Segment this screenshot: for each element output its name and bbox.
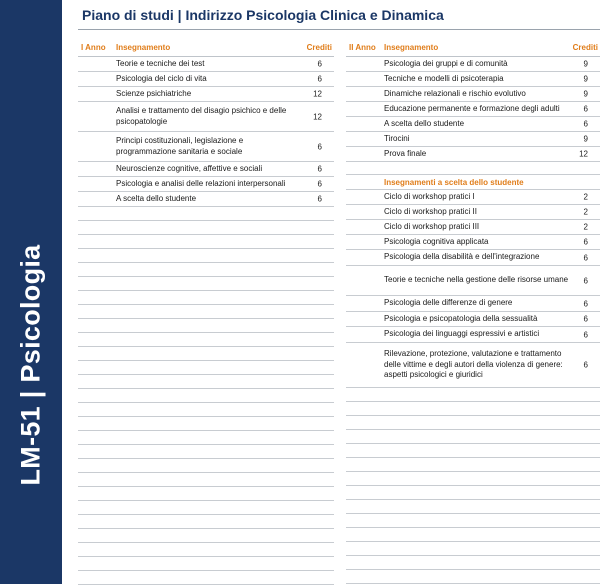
empty-row <box>78 361 334 375</box>
course-credits: 2 <box>583 207 588 217</box>
table-row <box>78 87 334 102</box>
empty-row <box>78 417 334 431</box>
course-name: A scelta dello studente <box>116 193 197 203</box>
course-name: Tirocini <box>384 133 410 143</box>
table-row <box>346 220 600 235</box>
course-name: Neuroscienze cognitive, affettive e sociali <box>116 163 263 173</box>
empty-row <box>78 487 334 501</box>
empty-row <box>78 543 334 557</box>
empty-row <box>346 570 600 584</box>
empty-row <box>346 388 600 402</box>
electives-header <box>346 175 600 190</box>
course-name: Tecniche e modelli di psicoterapia <box>384 73 504 83</box>
empty-row <box>78 501 334 515</box>
table-row <box>78 72 334 87</box>
course-name: Psicologia e psicopatologia della sessualità <box>384 313 538 323</box>
course-name: Educazione permanente e formazione degli adulti <box>384 103 560 113</box>
course-name: Analisi e trattamento del disagio psichico e delle psicopatologie <box>116 106 287 126</box>
table-row <box>346 266 600 296</box>
course-credits: 6 <box>317 194 322 204</box>
course-name: Psicologia dei linguaggi espressivi e artistici <box>384 329 540 339</box>
empty-row <box>78 389 334 403</box>
course-credits: 6 <box>317 142 322 151</box>
second-year-table <box>346 41 600 584</box>
empty-row <box>78 291 334 305</box>
course-name: Ciclo di workshop pratici I <box>384 191 475 201</box>
empty-row <box>346 542 600 556</box>
empty-row <box>78 305 334 319</box>
course-name: A scelta dello studente <box>384 118 465 128</box>
table-row <box>78 192 334 207</box>
course-credits: 2 <box>583 192 588 202</box>
table-row <box>346 102 600 117</box>
page-title: Piano di studi | Indirizzo Psicologia Clinica e Dinamica <box>82 7 444 23</box>
table-row <box>346 343 600 388</box>
course-name: Prova finale <box>384 148 427 158</box>
course-name: Principi costituzionali, legislazione e programmazione sanitaria e sociale <box>116 136 244 156</box>
course-name: Rilevazione, protezione, valutazione e trattamento delle vittime e degli autori della violenza di genere: aspetti psicologici e giuridici <box>384 349 563 380</box>
course-name: Psicologia e analisi delle relazioni interpersonali <box>116 178 286 188</box>
course-credits: 6 <box>583 299 588 308</box>
course-credits: 6 <box>583 360 588 370</box>
empty-row <box>346 486 600 500</box>
empty-row <box>78 375 334 389</box>
empty-row <box>346 472 600 486</box>
empty-row <box>78 235 334 249</box>
course-credits: 6 <box>317 179 322 189</box>
course-credits: 9 <box>583 59 588 69</box>
table-row <box>346 147 600 162</box>
course-name: Scienze psichiatriche <box>116 88 192 98</box>
course-name: Psicologia delle differenze di genere <box>384 298 513 308</box>
table-row <box>346 312 600 327</box>
empty-row <box>346 416 600 430</box>
course-name: Ciclo di workshop pratici II <box>384 206 477 216</box>
empty-row <box>78 277 334 291</box>
course-credits: 6 <box>583 104 588 114</box>
table-row <box>346 296 600 312</box>
course-name: Ciclo di workshop pratici III <box>384 221 480 231</box>
course-credits: 6 <box>583 330 588 339</box>
table-row <box>346 132 600 147</box>
year-label: II Anno <box>349 43 376 52</box>
table-row <box>346 57 600 72</box>
empty-row <box>346 528 600 542</box>
table-row <box>346 327 600 343</box>
table-row <box>346 87 600 102</box>
degree-label: LM-51 | Psicologia <box>15 244 46 486</box>
course-credits: 12 <box>579 149 588 159</box>
empty-row <box>78 459 334 473</box>
course-name: Dinamiche relazionali e rischio evolutivo <box>384 88 526 98</box>
empty-row <box>78 473 334 487</box>
course-name: Psicologia cognitiva applicata <box>384 236 489 246</box>
empty-row <box>78 431 334 445</box>
empty-row <box>78 403 334 417</box>
table-row <box>78 162 334 177</box>
year-label: I Anno <box>81 43 106 52</box>
table-row <box>346 250 600 266</box>
course-name: Psicologia dei gruppi e di comunità <box>384 58 508 68</box>
empty-rows <box>78 207 334 585</box>
course-credits: 12 <box>313 112 322 121</box>
empty-row <box>78 571 334 585</box>
course-name: Teorie e tecniche nella gestione delle risorse umane <box>384 275 569 285</box>
table-row <box>78 132 334 162</box>
course-credits: 9 <box>583 89 588 99</box>
empty-row <box>78 557 334 571</box>
credits-header: Crediti <box>306 43 332 52</box>
course-credits: 2 <box>583 222 588 232</box>
table-row <box>346 235 600 250</box>
course-credits: 9 <box>583 134 588 144</box>
empty-row <box>346 402 600 416</box>
course-credits: 6 <box>583 119 588 129</box>
course-credits: 6 <box>317 59 322 69</box>
empty-row <box>78 221 334 235</box>
course-name: Psicologia della disabilità e dell'integrazione <box>384 252 540 262</box>
empty-row <box>78 347 334 361</box>
first-year-table <box>78 41 334 585</box>
empty-row <box>346 514 600 528</box>
table-row <box>78 102 334 132</box>
empty-row <box>346 500 600 514</box>
empty-row <box>346 430 600 444</box>
empty-row <box>78 319 334 333</box>
course-name: Psicologia del ciclo di vita <box>116 73 207 83</box>
course-credits: 12 <box>313 89 322 99</box>
table-header <box>78 41 334 57</box>
empty-row <box>78 515 334 529</box>
course-credits: 9 <box>583 74 588 84</box>
empty-row <box>78 263 334 277</box>
course-name: Teorie e tecniche dei test <box>116 58 205 68</box>
course-credits: 6 <box>317 164 322 174</box>
table-row <box>78 57 334 72</box>
table-row <box>346 72 600 87</box>
course-credits: 6 <box>583 276 588 285</box>
empty-row <box>346 444 600 458</box>
empty-row <box>78 445 334 459</box>
table-row <box>346 205 600 220</box>
table-header <box>346 41 600 57</box>
empty-rows <box>346 388 600 584</box>
empty-row <box>346 556 600 570</box>
table-row <box>346 117 600 132</box>
empty-row <box>78 529 334 543</box>
title-divider <box>78 29 600 30</box>
empty-row <box>346 458 600 472</box>
course-credits: 6 <box>317 74 322 84</box>
electives-title: Insegnamenti a scelta dello studente <box>384 178 524 187</box>
subject-header: Insegnamento <box>116 43 171 52</box>
table-row <box>346 190 600 205</box>
table-row <box>78 177 334 192</box>
empty-row <box>78 333 334 347</box>
empty-row <box>78 249 334 263</box>
subject-header: Insegnamento <box>384 43 439 52</box>
spacer-row <box>346 162 600 175</box>
course-credits: 6 <box>583 237 588 247</box>
empty-row <box>78 207 334 221</box>
course-credits: 6 <box>583 314 588 324</box>
sidebar-band <box>0 0 62 584</box>
credits-header: Crediti <box>572 43 598 52</box>
course-credits: 6 <box>583 253 588 262</box>
